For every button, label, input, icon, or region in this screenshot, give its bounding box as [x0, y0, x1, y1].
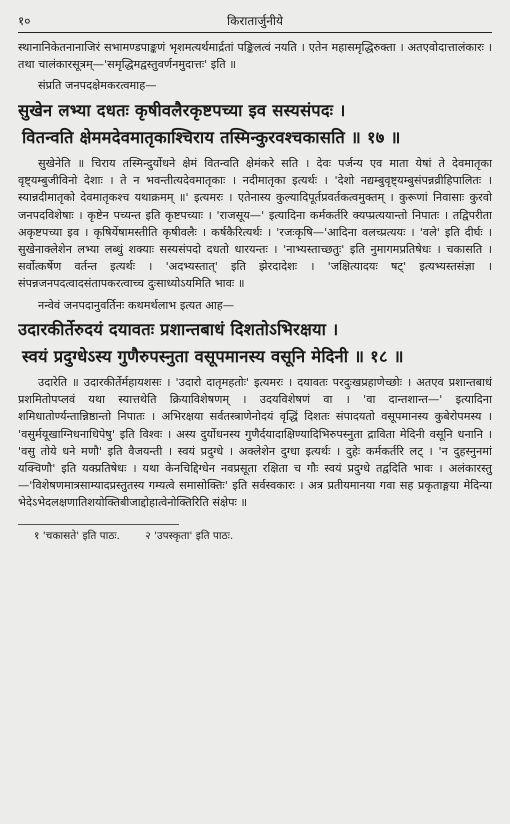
verse-17 — [18, 97, 492, 151]
page-number: १० — [18, 14, 31, 28]
running-title: किरातार्जुनीये — [227, 14, 283, 28]
verse-17-line-2: वितन्वति क्षेममदेवमातृकाश्चिराय तस्मिन्कुरवश्चकासति ॥ १७ ॥ — [22, 127, 401, 147]
footnote-2: २ 'उपस्कृता' इति पाठः. — [145, 529, 234, 542]
page-header — [18, 8, 492, 30]
footnote-1: १ 'चकासते' इति पाठः. — [34, 529, 120, 542]
footnotes — [18, 529, 492, 544]
commentary-paragraph-1: स्थानानिकेतनानाजिरं सभामण्डपाङ्कणं भृशमत्यर्थमार्द्रतां पङ्किलत्वं नयति । एतेन महासमृद्धिरुक्ता । अतएवोदात्तालंकारः । तथा चालंकारसूत्रम्—'समृद्धिमद्वस्तुवर्णनमुदात्तः' इति ॥ — [18, 41, 492, 72]
commentary-paragraph-3: उदारेति ॥ उदारकीर्तेर्महायशसः । 'उदारो दातृमहतोः' इत्यमरः । दयावतः परदुःखप्रहाणेच्छोः । अतएव प्रशान्तबाधं प्रशमितोपप्लवं यथा स्यात्तथेति क्रियाविशेषणम् । उदयविशेषणं वा । 'वा दान्तशान्त—' इत्यादिना शमिधातोर्ण्यन्तान्निष्ठान्तो निपातः । अभिरक्षया सर्वतस्त्राणेनोदयं वृद्धिं दिशतः संपादयतो वसूपमानस्य कुबेरोपमस्य । 'वसुर्मयूखाग्निधनाधिपेषु' इति विश्वः । अस्य दुर्योधनस्य गुणैर्दयादाक्षिण्यादिभिरुपस्नुता द्राविता मेदिनी वसूनि धनानि । 'वसु तोये धने मणौ' इति वैजयन्ती । स्वयं प्रदुग्धे । अक्लेशेन दुग्धा इत्यर्थः । दुहेः कर्मकर्तरि लट् । 'न दुहस्नुनमां यक्चिणौ' इति यक्प्रतिषेधः । यथा केनचिद्दिग्धेन नवप्रसूता रक्षिता च गौः स्वयं प्रदुग्धे तद्वदिति भावः । अलंकारस्तु—'विशेषणमात्रसाम्यादप्रस्तुतस्य गम्यत्वे समासोक्तिः' इति सर्वस्वकारः । अत्र प्रतीयमानया गवा सह प्रकृताङ्गया मेदिन्या भेदेऽभेदलक्षणातिशयोक्तिबीजाद्दोहात्वेनोक्तिरिति संक्षेपः ॥ — [18, 376, 492, 510]
verse-17-line-1: सुखेन लभ्या दधतः कृषीवलैरकृष्टपच्या इव सस्यसंपदः । — [18, 100, 346, 120]
verse-18 — [18, 316, 492, 370]
verse-18-introduction: नन्वेवं जनपदानुवर्तिनः कथमर्थलाभ इत्यत आह— — [38, 298, 235, 312]
verse-17-introduction: संप्रति जनपदक्षेमकरत्वमाह— — [38, 79, 157, 93]
footnote-rule — [18, 524, 179, 525]
verse-18-line-2: स्वयं प्रदुग्धेऽस्य गुणैरुपस्नुता वसूपमानस्य वसूनि मेदिनी ॥ १८ ॥ — [22, 347, 404, 367]
header-rule — [18, 32, 492, 33]
commentary-paragraph-2: सुखेनेति ॥ चिराय तस्मिन्दुर्योधने क्षेमं वितन्वति क्षेमंकरे सति । देवः पर्जन्य एव माता येषां ते देवमातृका वृष्ट्यम्बुजीविनो देशाः । ते न भवन्तीत्यदेवमातृकाः । नदीमातृका इत्यर्थः । 'देशो नद्यम्बुवृष्ट्यम्बुसंपन्नव्रीहिपालितः । स्यान्नदीमातृको देवमातृकश्च यथाक्रमम् ॥' इत्यमरः । एतेनास्य कुल्यादिपूर्तप्रवर्तकत्वमुक्तम् । कुरूणां निवासाः कुरवो जनपदविशेषाः । कृष्टेन पच्यन्त इति कृष्टपच्याः । 'राजसूय—' इत्यादिना कर्मकर्तरि क्यप्प्रत्ययान्तो निपातः । तद्विपरीता अकृष्टपच्या इव । कृषिर्येषामस्तीति कृषीवलैः । कर्षकैरित्यर्थः । 'रजःकृषि—'आदिना वलच्प्रत्ययः । 'वले' इति दीर्घः । सुखेनाक्लेशेन लभ्या लब्धुं शक्याः सस्यसंपदो दधतो धारयन्तः । 'नाभ्यस्ताच्छतुः' इति नुमागमप्रतिषेधः । चकासति । सर्वोत्कर्षेण वर्तन्त इत्यर्थः । 'अदभ्यस्तात्' इति झेरदादेशः । 'जक्षित्यादयः षट्' इत्यभ्यस्तसंज्ञा । संपन्नजनपदत्वादसंतापकरत्वाच्च दुःसाध्योऽयमिति भावः ॥ — [18, 156, 492, 291]
verse-18-line-1: उदारकीर्तेरुदयं दयावतः प्रशान्तबाधं दिशतोऽभिरक्षया । — [18, 320, 339, 340]
